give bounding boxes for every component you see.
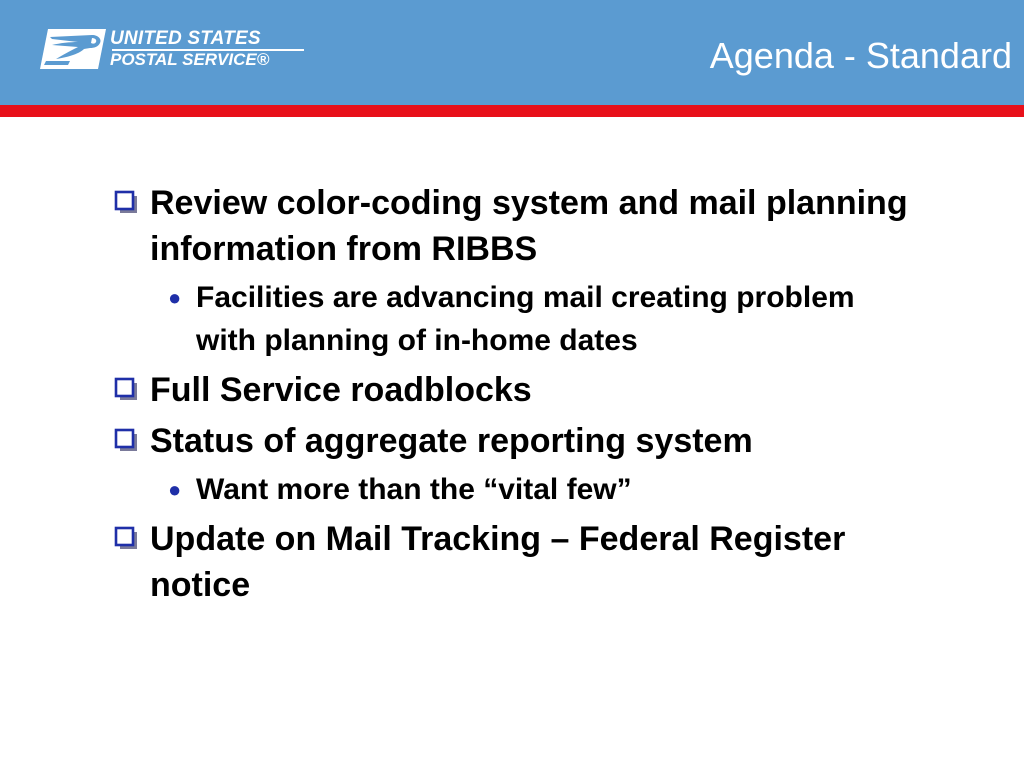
- logo-line-2: POSTAL SERVICE®: [110, 50, 270, 69]
- logo-wordmark: [110, 28, 269, 70]
- agenda-subitem-list: [150, 276, 912, 362]
- agenda-subitem-list: [150, 468, 912, 511]
- agenda-list: [112, 180, 912, 613]
- round-bullet-icon: ●: [168, 285, 182, 310]
- agenda-item: [112, 418, 912, 511]
- usps-logo: [40, 27, 300, 75]
- hollow-square-bullet-icon: [114, 377, 140, 403]
- agenda-subitem-text: Want more than the “vital few”: [196, 473, 632, 506]
- agenda-item: [112, 516, 912, 608]
- agenda-subitem-text: Facilities are advancing mail creating problem with planning of in-home dates: [196, 281, 855, 357]
- header-red-rule: [0, 105, 1024, 117]
- agenda-item-text: Update on Mail Tracking – Federal Register notice: [150, 520, 846, 604]
- agenda-item: [112, 180, 912, 362]
- hollow-square-bullet-icon: [114, 190, 140, 216]
- agenda-item-text: Status of aggregate reporting system: [150, 422, 753, 460]
- eagle-icon: [40, 27, 106, 71]
- agenda-subitem: [150, 468, 912, 511]
- agenda-item-text: Full Service roadblocks: [150, 371, 532, 409]
- hollow-square-bullet-icon: [114, 428, 140, 454]
- logo-line-1: UNITED STATES: [110, 28, 261, 49]
- agenda-item-text: Review color-coding system and mail planning information from RIBBS: [150, 184, 908, 268]
- agenda-subitem: [150, 276, 912, 362]
- round-bullet-icon: ●: [168, 477, 182, 502]
- agenda-item: [112, 367, 912, 413]
- slide-title: Agenda - Standard: [709, 35, 1012, 76]
- hollow-square-bullet-icon: [114, 526, 140, 552]
